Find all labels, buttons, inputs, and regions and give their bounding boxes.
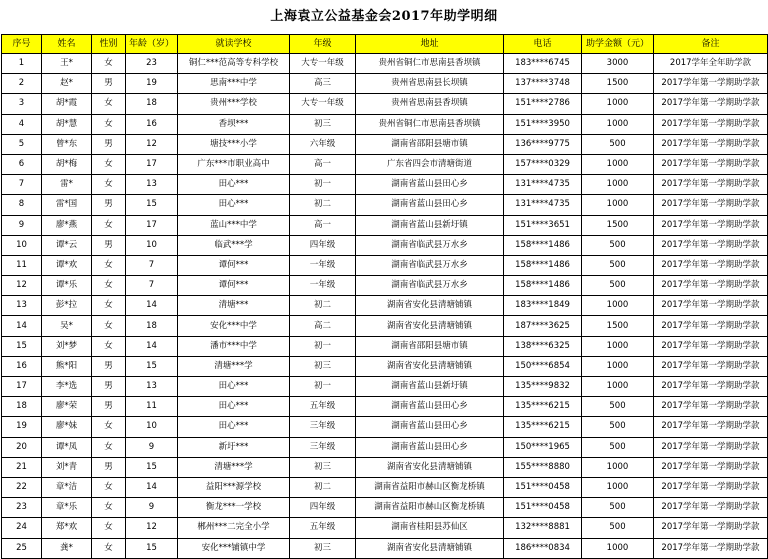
cell-address: 湖南省临武县万水乡 [356, 255, 504, 275]
cell-no: 22 [2, 477, 42, 497]
cell-address: 湖南省桂阳县苏仙区 [356, 518, 504, 538]
cell-no: 7 [2, 175, 42, 195]
col-header-phone: 电话 [504, 35, 582, 54]
cell-remark: 2017学年第一学期助学款 [654, 276, 768, 296]
cell-address: 贵州省铜仁市思南县香坝镇 [356, 114, 504, 134]
cell-remark: 2017学年第一学期助学款 [654, 397, 768, 417]
cell-name: 雷*国 [42, 195, 92, 215]
cell-phone: 187****3625 [504, 316, 582, 336]
cell-age: 17 [126, 215, 178, 235]
cell-name: 李*选 [42, 377, 92, 397]
cell-address: 湖南省安化县清塘铺镇 [356, 538, 504, 558]
col-header-gender: 性别 [92, 35, 126, 54]
cell-phone: 150****1965 [504, 437, 582, 457]
cell-name: 谭*欢 [42, 255, 92, 275]
cell-remark: 2017学年第一学期助学款 [654, 94, 768, 114]
cell-school: 清塘***学 [178, 457, 290, 477]
cell-amount: 1000 [582, 356, 654, 376]
table-row [2, 276, 768, 296]
cell-remark: 2017学年全年助学款 [654, 54, 768, 74]
cell-name: 谭*云 [42, 235, 92, 255]
table-row [2, 397, 768, 417]
table-header [2, 35, 768, 54]
cell-gender: 女 [92, 114, 126, 134]
cell-name: 熊*阳 [42, 356, 92, 376]
cell-no: 24 [2, 518, 42, 538]
cell-no: 6 [2, 154, 42, 174]
cell-amount: 500 [582, 397, 654, 417]
cell-gender: 女 [92, 518, 126, 538]
table-row [2, 518, 768, 538]
cell-grade: 四年级 [290, 235, 356, 255]
cell-name: 龚* [42, 538, 92, 558]
cell-no: 8 [2, 195, 42, 215]
table-row [2, 538, 768, 558]
cell-no: 20 [2, 437, 42, 457]
cell-phone: 135****6215 [504, 397, 582, 417]
cell-school: 田心*** [178, 397, 290, 417]
cell-gender: 女 [92, 316, 126, 336]
cell-address: 贵州省思南县香坝镇 [356, 94, 504, 114]
cell-no: 21 [2, 457, 42, 477]
cell-age: 11 [126, 397, 178, 417]
cell-school: 临武***学 [178, 235, 290, 255]
col-header-age: 年龄（岁） [126, 35, 178, 54]
cell-school: 新圩*** [178, 437, 290, 457]
table-row [2, 437, 768, 457]
cell-remark: 2017学年第一学期助学款 [654, 114, 768, 134]
cell-name: 廖*妹 [42, 417, 92, 437]
cell-school: 蓝山***中学 [178, 215, 290, 235]
cell-no: 23 [2, 498, 42, 518]
cell-address: 湖南省临武县万水乡 [356, 276, 504, 296]
cell-gender: 女 [92, 336, 126, 356]
cell-school: 安化***中学 [178, 316, 290, 336]
cell-no: 4 [2, 114, 42, 134]
cell-no: 10 [2, 235, 42, 255]
cell-phone: 157****0329 [504, 154, 582, 174]
cell-school: 潘市***中学 [178, 336, 290, 356]
cell-grade: 五年级 [290, 397, 356, 417]
table-row [2, 377, 768, 397]
cell-address: 湖南省蓝山县田心乡 [356, 397, 504, 417]
cell-amount: 500 [582, 498, 654, 518]
cell-age: 7 [126, 276, 178, 296]
cell-phone: 138****6325 [504, 336, 582, 356]
cell-gender: 男 [92, 235, 126, 255]
cell-gender: 男 [92, 457, 126, 477]
cell-remark: 2017学年第一学期助学款 [654, 296, 768, 316]
table-row [2, 498, 768, 518]
cell-age: 14 [126, 477, 178, 497]
cell-name: 赵* [42, 74, 92, 94]
cell-phone: 131****4735 [504, 195, 582, 215]
table-row [2, 316, 768, 336]
cell-amount: 1500 [582, 215, 654, 235]
cell-gender: 女 [92, 255, 126, 275]
cell-name: 王* [42, 54, 92, 74]
cell-remark: 2017学年第一学期助学款 [654, 498, 768, 518]
cell-no: 13 [2, 296, 42, 316]
cell-amount: 1000 [582, 154, 654, 174]
cell-address: 湖南省蓝山县新圩镇 [356, 215, 504, 235]
cell-amount: 500 [582, 134, 654, 154]
cell-name: 彭*拉 [42, 296, 92, 316]
cell-grade: 初三 [290, 356, 356, 376]
cell-name: 胡*梅 [42, 154, 92, 174]
cell-name: 谭*凤 [42, 437, 92, 457]
cell-school: 广东***市职业高中 [178, 154, 290, 174]
cell-amount: 1000 [582, 457, 654, 477]
table-row [2, 154, 768, 174]
table-row [2, 477, 768, 497]
cell-grade: 六年级 [290, 134, 356, 154]
cell-phone: 131****4735 [504, 175, 582, 195]
cell-grade: 初一 [290, 175, 356, 195]
cell-grade: 一年级 [290, 255, 356, 275]
table-row [2, 356, 768, 376]
cell-phone: 151****0458 [504, 498, 582, 518]
cell-amount: 1000 [582, 538, 654, 558]
cell-name: 廖*燕 [42, 215, 92, 235]
cell-remark: 2017学年第一学期助学款 [654, 255, 768, 275]
cell-gender: 女 [92, 477, 126, 497]
cell-address: 湖南省蓝山县田心乡 [356, 175, 504, 195]
cell-address: 湖南省安化县清塘铺镇 [356, 457, 504, 477]
cell-age: 14 [126, 296, 178, 316]
cell-phone: 158****1486 [504, 235, 582, 255]
cell-remark: 2017学年第一学期助学款 [654, 215, 768, 235]
cell-age: 15 [126, 457, 178, 477]
cell-name: 胡*霞 [42, 94, 92, 114]
cell-no: 2 [2, 74, 42, 94]
col-header-school: 就读学校 [178, 35, 290, 54]
cell-gender: 男 [92, 356, 126, 376]
cell-amount: 1500 [582, 316, 654, 336]
cell-address: 湖南省蓝山县田心乡 [356, 437, 504, 457]
cell-age: 13 [126, 377, 178, 397]
cell-name: 吴* [42, 316, 92, 336]
table-row [2, 235, 768, 255]
cell-age: 9 [126, 498, 178, 518]
cell-remark: 2017学年第一学期助学款 [654, 134, 768, 154]
cell-phone: 158****1486 [504, 276, 582, 296]
col-header-no: 序号 [2, 35, 42, 54]
cell-amount: 1500 [582, 74, 654, 94]
cell-gender: 女 [92, 437, 126, 457]
table-row [2, 114, 768, 134]
cell-remark: 2017学年第一学期助学款 [654, 74, 768, 94]
cell-phone: 137****3748 [504, 74, 582, 94]
cell-address: 湖南省安化县清塘铺镇 [356, 316, 504, 336]
cell-name: 曾*东 [42, 134, 92, 154]
table-row [2, 215, 768, 235]
cell-address: 湖南省蓝山县田心乡 [356, 417, 504, 437]
cell-phone: 186****0834 [504, 538, 582, 558]
cell-school: 铜仁***范高等专科学校 [178, 54, 290, 74]
cell-phone: 132****8881 [504, 518, 582, 538]
cell-grade: 三年级 [290, 437, 356, 457]
cell-grade: 一年级 [290, 276, 356, 296]
cell-address: 湖南省邵阳县塘市镇 [356, 336, 504, 356]
cell-age: 10 [126, 235, 178, 255]
cell-grade: 初三 [290, 114, 356, 134]
cell-no: 25 [2, 538, 42, 558]
cell-gender: 女 [92, 215, 126, 235]
cell-age: 17 [126, 154, 178, 174]
cell-school: 郴州***二完全小学 [178, 518, 290, 538]
table-row [2, 296, 768, 316]
cell-name: 雷* [42, 175, 92, 195]
cell-grade: 四年级 [290, 498, 356, 518]
cell-grade: 初二 [290, 195, 356, 215]
cell-remark: 2017学年第一学期助学款 [654, 518, 768, 538]
cell-no: 12 [2, 276, 42, 296]
cell-school: 益阳***源学校 [178, 477, 290, 497]
cell-phone: 136****9775 [504, 134, 582, 154]
cell-remark: 2017学年第一学期助学款 [654, 154, 768, 174]
col-header-name: 姓名 [42, 35, 92, 54]
col-header-amount: 助学金额（元） [582, 35, 654, 54]
cell-name: 郑*欢 [42, 518, 92, 538]
cell-no: 14 [2, 316, 42, 336]
header-row [2, 35, 768, 54]
cell-remark: 2017学年第一学期助学款 [654, 417, 768, 437]
cell-school: 衡龙***一学校 [178, 498, 290, 518]
cell-no: 1 [2, 54, 42, 74]
cell-no: 9 [2, 215, 42, 235]
cell-gender: 女 [92, 498, 126, 518]
table-row [2, 134, 768, 154]
cell-phone: 158****1486 [504, 255, 582, 275]
cell-school: 谭何*** [178, 276, 290, 296]
cell-address: 湖南省临武县万水乡 [356, 235, 504, 255]
table-row [2, 74, 768, 94]
cell-phone: 151****3950 [504, 114, 582, 134]
cell-remark: 2017学年第一学期助学款 [654, 316, 768, 336]
cell-no: 5 [2, 134, 42, 154]
cell-gender: 女 [92, 54, 126, 74]
cell-amount: 1000 [582, 114, 654, 134]
cell-age: 18 [126, 316, 178, 336]
cell-amount: 500 [582, 437, 654, 457]
cell-gender: 女 [92, 94, 126, 114]
cell-amount: 500 [582, 235, 654, 255]
cell-remark: 2017学年第一学期助学款 [654, 195, 768, 215]
cell-gender: 女 [92, 276, 126, 296]
cell-amount: 1000 [582, 377, 654, 397]
cell-gender: 女 [92, 538, 126, 558]
table-row [2, 195, 768, 215]
cell-grade: 大专一年级 [290, 94, 356, 114]
cell-grade: 初一 [290, 377, 356, 397]
cell-remark: 2017学年第一学期助学款 [654, 538, 768, 558]
cell-gender: 女 [92, 175, 126, 195]
cell-amount: 500 [582, 255, 654, 275]
cell-grade: 初二 [290, 296, 356, 316]
cell-grade: 三年级 [290, 417, 356, 437]
cell-grade: 初三 [290, 457, 356, 477]
table-row [2, 417, 768, 437]
cell-school: 谭何*** [178, 255, 290, 275]
cell-age: 12 [126, 134, 178, 154]
cell-no: 17 [2, 377, 42, 397]
sheet-title: 上海袁立公益基金会2017年助学明细 [270, 9, 498, 24]
aid-table [1, 34, 768, 559]
cell-name: 廖*荣 [42, 397, 92, 417]
cell-grade: 初二 [290, 477, 356, 497]
cell-school: 田心*** [178, 175, 290, 195]
cell-age: 23 [126, 54, 178, 74]
cell-phone: 183****6745 [504, 54, 582, 74]
cell-amount: 500 [582, 276, 654, 296]
cell-school: 塘技***小学 [178, 134, 290, 154]
cell-phone: 183****1849 [504, 296, 582, 316]
cell-phone: 155****8880 [504, 457, 582, 477]
cell-remark: 2017学年第一学期助学款 [654, 235, 768, 255]
cell-remark: 2017学年第一学期助学款 [654, 477, 768, 497]
cell-name: 刘*梦 [42, 336, 92, 356]
cell-amount: 1000 [582, 336, 654, 356]
cell-school: 思南***中学 [178, 74, 290, 94]
cell-remark: 2017学年第一学期助学款 [654, 336, 768, 356]
cell-age: 10 [126, 417, 178, 437]
cell-remark: 2017学年第一学期助学款 [654, 175, 768, 195]
cell-amount: 500 [582, 518, 654, 538]
cell-phone: 151****2786 [504, 94, 582, 114]
cell-remark: 2017学年第一学期助学款 [654, 457, 768, 477]
cell-address: 湖南省蓝山县新圩镇 [356, 377, 504, 397]
cell-age: 7 [126, 255, 178, 275]
cell-age: 14 [126, 336, 178, 356]
cell-school: 贵州***学校 [178, 94, 290, 114]
cell-name: 刘*青 [42, 457, 92, 477]
cell-address: 广东省四会市清塘街道 [356, 154, 504, 174]
cell-age: 15 [126, 356, 178, 376]
cell-grade: 初三 [290, 538, 356, 558]
cell-no: 3 [2, 94, 42, 114]
cell-school: 清塘*** [178, 296, 290, 316]
cell-grade: 初一 [290, 336, 356, 356]
cell-address: 贵州省铜仁市思南县香坝镇 [356, 54, 504, 74]
cell-age: 16 [126, 114, 178, 134]
cell-grade: 高一 [290, 215, 356, 235]
cell-amount: 1000 [582, 296, 654, 316]
col-header-remark: 备注 [654, 35, 768, 54]
cell-age: 15 [126, 538, 178, 558]
cell-amount: 1000 [582, 94, 654, 114]
cell-phone: 135****6215 [504, 417, 582, 437]
cell-age: 9 [126, 437, 178, 457]
cell-address: 湖南省益阳市赫山区衡龙桥镇 [356, 477, 504, 497]
cell-address: 湖南省蓝山县田心乡 [356, 195, 504, 215]
cell-amount: 1000 [582, 477, 654, 497]
cell-remark: 2017学年第一学期助学款 [654, 377, 768, 397]
cell-address: 湖南省安化县清塘铺镇 [356, 296, 504, 316]
cell-address: 湖南省邵阳县塘市镇 [356, 134, 504, 154]
cell-gender: 男 [92, 397, 126, 417]
cell-gender: 女 [92, 154, 126, 174]
table-row [2, 457, 768, 477]
cell-address: 贵州省思南县长坝镇 [356, 74, 504, 94]
cell-address: 湖南省安化县清塘铺镇 [356, 356, 504, 376]
cell-gender: 男 [92, 195, 126, 215]
cell-amount: 1000 [582, 195, 654, 215]
cell-name: 章*乐 [42, 498, 92, 518]
table-row [2, 336, 768, 356]
cell-school: 香坝*** [178, 114, 290, 134]
cell-school: 田心*** [178, 195, 290, 215]
cell-gender: 男 [92, 134, 126, 154]
cell-remark: 2017学年第一学期助学款 [654, 356, 768, 376]
cell-no: 18 [2, 397, 42, 417]
cell-remark: 2017学年第一学期助学款 [654, 437, 768, 457]
cell-phone: 135****9832 [504, 377, 582, 397]
cell-phone: 151****3651 [504, 215, 582, 235]
cell-school: 田心*** [178, 417, 290, 437]
cell-name: 胡*慧 [42, 114, 92, 134]
cell-grade: 五年级 [290, 518, 356, 538]
cell-name: 章*洁 [42, 477, 92, 497]
cell-school: 田心*** [178, 377, 290, 397]
cell-amount: 3000 [582, 54, 654, 74]
table-row [2, 54, 768, 74]
cell-age: 19 [126, 74, 178, 94]
col-header-grade: 年级 [290, 35, 356, 54]
cell-name: 谭*乐 [42, 276, 92, 296]
cell-grade: 高一 [290, 154, 356, 174]
cell-age: 12 [126, 518, 178, 538]
table-row [2, 255, 768, 275]
cell-grade: 大专一年级 [290, 54, 356, 74]
cell-school: 安化***铺镇中学 [178, 538, 290, 558]
cell-no: 11 [2, 255, 42, 275]
cell-age: 15 [126, 195, 178, 215]
cell-amount: 1000 [582, 175, 654, 195]
cell-phone: 151****0458 [504, 477, 582, 497]
cell-age: 13 [126, 175, 178, 195]
cell-no: 15 [2, 336, 42, 356]
cell-phone: 150****6854 [504, 356, 582, 376]
cell-grade: 高二 [290, 316, 356, 336]
cell-amount: 500 [582, 417, 654, 437]
cell-gender: 女 [92, 296, 126, 316]
cell-age: 18 [126, 94, 178, 114]
cell-no: 19 [2, 417, 42, 437]
cell-gender: 男 [92, 377, 126, 397]
cell-gender: 女 [92, 417, 126, 437]
table-row [2, 175, 768, 195]
cell-school: 清塘***学 [178, 356, 290, 376]
table-row [2, 94, 768, 114]
cell-grade: 高三 [290, 74, 356, 94]
col-header-address: 地址 [356, 35, 504, 54]
table-body [2, 54, 768, 559]
cell-gender: 男 [92, 74, 126, 94]
cell-address: 湖南省益阳市赫山区衡龙桥镇 [356, 498, 504, 518]
cell-no: 16 [2, 356, 42, 376]
